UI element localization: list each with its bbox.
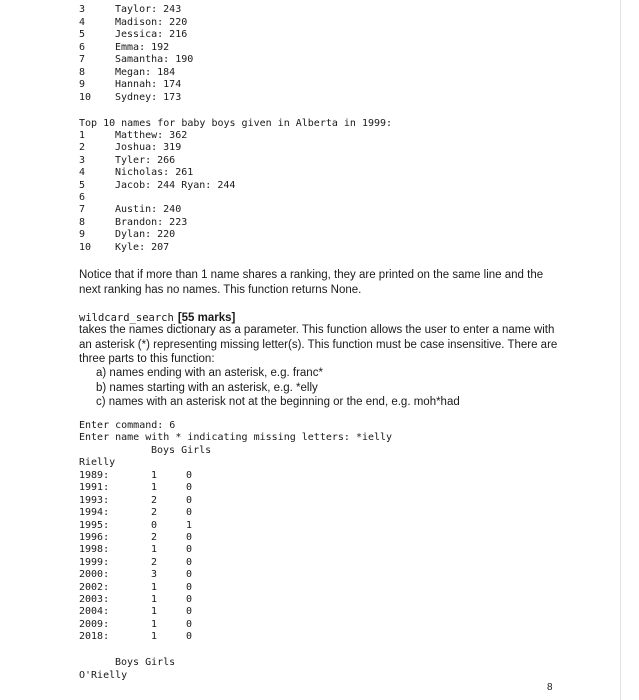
list-item	[79, 4, 181, 17]
year-cell: 1999:	[79, 556, 110, 568]
girls-count-cell: 0	[185, 618, 193, 630]
name-count: Sydney: 173	[115, 91, 182, 103]
year-cell: 2002:	[79, 581, 110, 593]
rank-number: 10	[79, 91, 92, 103]
list-item	[79, 67, 175, 80]
name-count: Matthew: 362	[115, 130, 188, 141]
boys-count-cell: 1	[150, 594, 158, 605]
name-count: Joshua: 319	[115, 142, 182, 154]
boys-count-cell: 2	[150, 556, 158, 568]
girls-count-cell: 0	[185, 482, 193, 494]
function-name: wildcard_search	[79, 312, 174, 324]
year-cell: 1994:	[79, 507, 110, 519]
year-cell: 2018:	[79, 631, 110, 643]
year-cell: 1993:	[79, 494, 110, 506]
girls-count-cell: 1	[185, 519, 193, 531]
rank-number: 2	[79, 142, 86, 154]
name-count: Samantha: 190	[115, 54, 194, 65]
rank-number: 4	[79, 167, 86, 179]
list-item	[79, 204, 181, 217]
parts-list	[96, 366, 460, 410]
page-number: 8	[547, 682, 553, 693]
rank-number: 8	[79, 66, 86, 78]
name-count: Tyler: 266	[115, 154, 176, 166]
boys-count-cell: 2	[150, 507, 158, 519]
boys-count-cell: 1	[150, 631, 158, 643]
rank-number: 6	[79, 41, 86, 53]
boys-count-cell: 0	[150, 519, 158, 531]
boys-count-cell: 1	[150, 606, 158, 618]
year-cell: 2000:	[79, 569, 110, 581]
boys-count-cell: 1	[150, 618, 158, 630]
girls-count-cell: 0	[185, 507, 193, 519]
girls-count-cell: 0	[185, 532, 193, 543]
list-item	[79, 180, 235, 193]
rank-number: 5	[79, 179, 86, 191]
list-item	[79, 42, 169, 55]
rank-number: 9	[79, 229, 86, 241]
year-cell: 2009:	[79, 618, 110, 630]
table-header: Boys Girls	[151, 445, 212, 456]
rank-number: 8	[79, 216, 86, 228]
list-item	[79, 155, 175, 168]
list-item	[79, 217, 187, 230]
name-count: Jacob: 244 Ryan: 244	[115, 179, 236, 191]
year-cell: 2004:	[79, 606, 110, 618]
girls-count-cell: 0	[185, 594, 193, 605]
part-c: c) names with an asterisk not at the beginning or the end, e.g. moh*had	[96, 396, 460, 408]
notice-paragraph: Notice that if more than 1 name shares a ranking, they are printed on the same line and the next ranking has no names. This function returns None.	[79, 269, 544, 296]
name-count: Dylan: 220	[115, 229, 176, 241]
boys-count-cell: 1	[150, 482, 158, 494]
name-count: Emma: 192	[115, 41, 170, 53]
name-count: Austin: 240	[115, 204, 182, 216]
rank-number: 3	[79, 154, 86, 166]
list-item	[79, 130, 187, 143]
rank-number: 3	[79, 4, 86, 15]
year-cell: 2003:	[79, 594, 110, 605]
girls-count-cell: 0	[185, 556, 193, 568]
name-count: Nicholas: 261	[115, 167, 194, 179]
name-count: Taylor: 243	[115, 4, 182, 15]
list-item	[79, 92, 181, 105]
year-cell: 1995:	[79, 519, 110, 531]
page-edge	[620, 0, 621, 700]
rank-number: 1	[79, 130, 86, 141]
part-a: a) names ending with an asterisk, e.g. franc*	[96, 367, 323, 379]
girls-count-cell: 0	[185, 494, 193, 506]
boys-count-cell: 1	[150, 470, 158, 481]
boys-count-cell: 1	[150, 581, 158, 593]
list-item	[79, 79, 181, 92]
rank-number: 7	[79, 204, 86, 216]
girls-count-cell: 0	[185, 544, 193, 556]
name-count: Megan: 184	[115, 66, 176, 78]
list-item	[79, 54, 193, 67]
name-count: Brandon: 223	[115, 216, 188, 228]
name-count: Jessica: 216	[115, 29, 188, 40]
command-line: Enter command: 6	[79, 420, 176, 431]
list-item	[79, 229, 175, 242]
list-item	[79, 167, 193, 180]
second-table-header: Boys Girls	[115, 657, 176, 668]
function-description: takes the names dictionary as a parameter. This function allows the user to enter a name with an asterisk (*) representing missing letter(s). This function must be case insensitive. There are three parts to this function:	[79, 324, 558, 365]
prompt-line: Enter name with * indicating missing letters: *ielly	[79, 432, 393, 443]
list-item	[79, 192, 115, 205]
part-b: b) names starting with an asterisk, e.g. *elly	[96, 381, 318, 394]
year-cell: 1991:	[79, 482, 110, 494]
rank-number: 10	[79, 241, 92, 253]
rank-number: 5	[79, 29, 86, 40]
year-cell: 1996:	[79, 532, 110, 543]
girls-count-cell: 0	[185, 606, 193, 618]
list-item	[79, 242, 169, 255]
list-item	[79, 17, 187, 30]
boys-count-cell: 2	[150, 494, 158, 506]
rank-number: 7	[79, 54, 86, 65]
girls-count-cell: 0	[185, 569, 193, 581]
rank-number: 4	[79, 16, 86, 28]
list-item	[79, 142, 181, 155]
boys-count-cell: 1	[150, 544, 158, 556]
girls-count-cell: 0	[185, 470, 193, 481]
boys-list-heading: Top 10 names for baby boys given in Alberta in 1999:	[79, 118, 393, 129]
boys-count-cell: 2	[150, 532, 158, 543]
rank-number: 9	[79, 79, 86, 90]
result-name: Rielly	[79, 457, 116, 468]
name-count: Hannah: 174	[115, 79, 182, 90]
year-cell: 1998:	[79, 544, 110, 556]
rank-number: 6	[79, 192, 86, 203]
name-count: Kyle: 207	[115, 241, 170, 253]
girls-count-cell: 0	[185, 581, 193, 593]
second-result-name: O'Rielly	[79, 670, 128, 681]
list-item	[79, 29, 187, 42]
marks-label: [55 marks]	[177, 312, 236, 324]
boys-count-cell: 3	[150, 569, 158, 581]
year-cell: 1989:	[79, 470, 110, 481]
name-count: Madison: 220	[115, 16, 188, 28]
girls-count-cell: 0	[185, 631, 193, 643]
